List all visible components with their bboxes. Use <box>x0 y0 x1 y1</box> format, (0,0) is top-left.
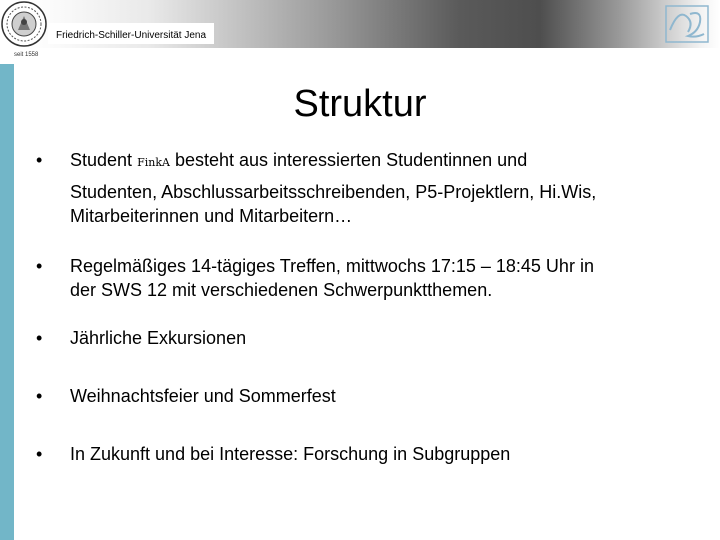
bullet-line: Regelmäßiges 14-tägiges Treffen, mittwochs 17:15 – 18:45 Uhr in <box>70 256 594 276</box>
bullet-text: Jährliche Exkursionen <box>70 328 247 348</box>
bullet-item <box>36 254 686 302</box>
bullet-text <box>70 256 594 300</box>
bullet-line: Mitarbeiterinnen und Mitarbeitern… <box>70 206 353 226</box>
bullet-line: besteht aus interessierten Studentinnen und <box>174 150 528 170</box>
bullet-dot: • <box>36 444 43 464</box>
bullet-text: Weihnachtsfeier und Sommerfest <box>70 386 336 406</box>
bullet-list <box>36 148 686 466</box>
university-seal-icon <box>0 0 48 48</box>
founding-year: seit 1558 <box>14 52 39 58</box>
bullet-item <box>36 384 686 408</box>
bullet-dot: • <box>36 150 43 170</box>
bullet-line: Studenten, Abschlussarbeitsschreibenden, P5-Projektlern, Hi.Wis, <box>70 182 597 202</box>
bullet-text: In Zukunft und bei Interesse: Forschung in Subgruppen <box>70 444 511 464</box>
accent-stripe <box>0 64 14 540</box>
fs-logo-icon <box>664 4 710 44</box>
university-name: Friedrich-Schiller-Universität Jena <box>56 30 207 41</box>
bullet-dot: • <box>36 386 43 406</box>
bullet-prefix: Student <box>70 150 133 170</box>
bullet-item <box>36 148 686 228</box>
bullet-item <box>36 442 686 466</box>
bullet-item <box>36 326 686 350</box>
bullet-dot: • <box>36 328 43 348</box>
bullet-line: der SWS 12 mit verschiedenen Schwerpunktthemen. <box>70 280 493 300</box>
bullet-text <box>70 150 686 226</box>
group-name: FinkA <box>137 156 170 169</box>
slide-title: Struktur <box>293 83 427 125</box>
bullet-dot: • <box>36 256 43 276</box>
